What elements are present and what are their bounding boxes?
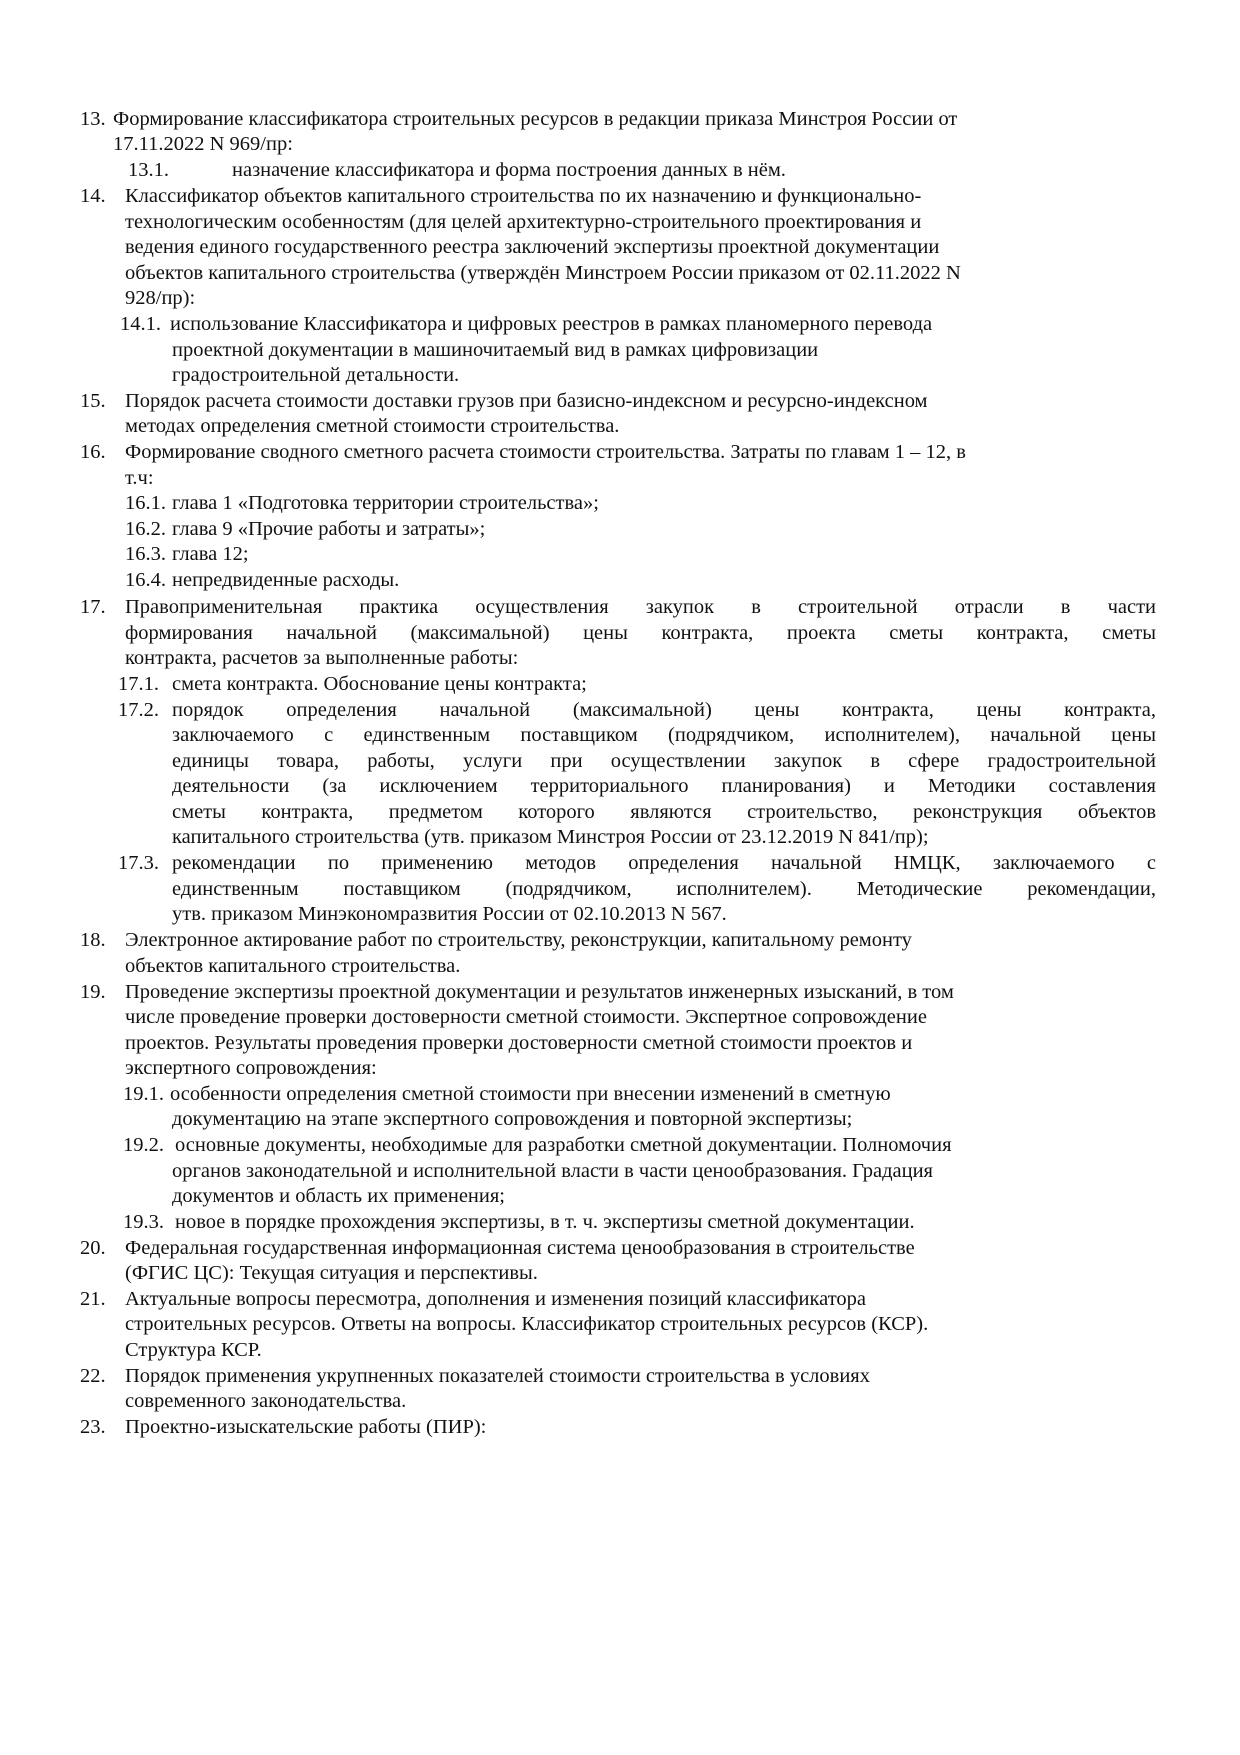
item-text-line: Проектно-изыскательские работы (ПИР):	[125, 1416, 487, 1438]
subitem-text-line: порядок определения начальной (максимальной) цены контракта, цены контракта,	[172, 699, 1156, 721]
item-text-line: 928/пр):	[125, 287, 196, 309]
subitem-text-line: назначение классификатора и форма построения данных в нём.	[232, 159, 786, 181]
subitem-number: 17.2.	[118, 699, 159, 721]
item-text-line: Порядок применения укрупненных показателей стоимости строительства в условиях	[125, 1365, 870, 1387]
item-text-line: Классификатор объектов капитального строительства по их назначению и функционально-	[125, 185, 922, 207]
item-text-line: ведения единого государственного реестра заключений экспертизы проектной документации	[125, 236, 940, 258]
subitem-text-line: особенности определения сметной стоимости при внесении изменений в сметную	[170, 1083, 891, 1105]
subitem-number: 19.1.	[123, 1083, 164, 1105]
subitem-text-line: смета контракта. Обоснование цены контракта;	[172, 673, 587, 695]
item-text-line: строительных ресурсов. Ответы на вопросы. Классификатор строительных ресурсов (КСР).	[125, 1313, 929, 1335]
subitem-text-line: сметы контракта, предметом которого являются строительство, реконструкция объектов	[172, 801, 1156, 823]
item-number: 23.	[80, 1416, 106, 1438]
item-number: 14.	[80, 185, 106, 207]
subitem-number: 16.4.	[125, 569, 166, 591]
item-text-line: объектов капитального строительства (утверждён Минстроем России приказом от 02.11.2022 N	[125, 262, 961, 284]
subitem-number: 14.1.	[120, 313, 161, 335]
subitem-number: 13.1.	[128, 159, 169, 181]
item-number: 22.	[80, 1365, 106, 1387]
subitem-text-line: органов законодательной и исполнительной власти в части ценообразования. Градация	[172, 1160, 933, 1182]
subitem-text-line: проектной документации в машиночитаемый вид в рамках цифровизации	[172, 339, 819, 361]
item-text-line: современного законодательства.	[125, 1390, 407, 1412]
subitem-number: 19.2.	[123, 1134, 164, 1156]
subitem-text-line: использование Классификатора и цифровых реестров в рамках планомерного перевода	[170, 313, 933, 335]
item-text-line: экспертного сопровождения:	[125, 1057, 377, 1079]
item-text-line: технологическим особенностям (для целей архитектурно-строительного проектирования и	[125, 211, 922, 233]
item-text-line: контракта, расчетов за выполненные работы:	[125, 647, 519, 669]
item-text-line: Структура КСР.	[125, 1339, 262, 1361]
item-text-line: (ФГИС ЦС): Текущая ситуация и перспективы.	[125, 1262, 538, 1284]
subitem-text-line: основные документы, необходимые для разработки сметной документации. Полномочия	[175, 1134, 952, 1156]
subitem-number: 16.3.	[125, 543, 166, 565]
item-text-line: Проведение экспертизы проектной документации и результатов инженерных изысканий, в том	[125, 981, 954, 1003]
subitem-text-line: капитального строительства (утв. приказом Минстроя России от 23.12.2019 N 841/пр);	[172, 826, 929, 848]
subitem-text-line: утв. приказом Минэкономразвития России от 02.10.2013 N 567.	[172, 903, 727, 925]
item-text-line: Порядок расчета стоимости доставки грузов при базисно-индексном и ресурсно-индексном	[125, 390, 928, 412]
subitem-text-line: заключаемого с единственным поставщиком (подрядчиком, исполнителем), начальной цены	[172, 724, 1156, 746]
item-text-line: числе проведение проверки достоверности сметной стоимости. Экспертное сопровождение	[125, 1006, 927, 1028]
item-text-line: 17.11.2022 N 969/пр:	[113, 133, 293, 155]
item-number: 15.	[80, 390, 106, 412]
item-text-line: Федеральная государственная информационная система ценообразования в строительстве	[125, 1237, 915, 1259]
subitem-text-line: деятельности (за исключением территориального планирования) и Методики составления	[172, 775, 1156, 797]
subitem-number: 17.3.	[118, 852, 159, 874]
item-text-line: Формирование классификатора строительных ресурсов в редакции приказа Минстроя России от	[113, 108, 958, 130]
item-text-line: т.ч:	[125, 467, 154, 489]
subitem-text-line: новое в порядке прохождения экспертизы, в т. ч. экспертизы сметной документации.	[175, 1211, 915, 1233]
item-number: 21.	[80, 1288, 106, 1310]
subitem-text-line: градостроительной детальности.	[172, 364, 460, 386]
subitem-text-line: непредвиденные расходы.	[172, 569, 400, 591]
item-text-line: Правоприменительная практика осуществления закупок в строительной отрасли в части	[125, 596, 1156, 618]
subitem-text-line: документов и область их применения;	[172, 1185, 505, 1207]
subitem-number: 16.2.	[125, 518, 166, 540]
item-text-line: Актуальные вопросы пересмотра, дополнения и изменения позиций классификатора	[125, 1288, 867, 1310]
item-number: 16.	[80, 441, 106, 463]
item-text-line: объектов капитального строительства.	[125, 955, 461, 977]
subitem-text-line: единственным поставщиком (подрядчиком, исполнителем). Методические рекомендации,	[172, 878, 1156, 900]
subitem-number: 16.1.	[125, 492, 166, 514]
item-text-line: формирования начальной (максимальной) цены контракта, проекта сметы контракта, сметы	[125, 622, 1156, 644]
subitem-text-line: рекомендации по применению методов определения начальной НМЦК, заключаемого с	[172, 852, 1156, 874]
subitem-number: 17.1.	[118, 673, 159, 695]
item-number: 17.	[80, 596, 106, 618]
subitem-text-line: глава 9 «Прочие работы и затраты»;	[172, 518, 486, 540]
item-number: 13.	[80, 108, 106, 130]
item-text-line: методах определения сметной стоимости строительства.	[125, 415, 620, 437]
item-number: 19.	[80, 981, 106, 1003]
subitem-number: 19.3.	[123, 1211, 164, 1233]
item-text-line: Электронное актирование работ по строительству, реконструкции, капитальному ремонту	[125, 929, 912, 951]
subitem-text-line: глава 1 «Подготовка территории строительства»;	[172, 492, 599, 514]
item-text-line: Формирование сводного сметного расчета стоимости строительства. Затраты по главам 1 – 12, в	[125, 441, 966, 463]
item-text-line: проектов. Результаты проведения проверки достоверности сметной стоимости проектов и	[125, 1032, 913, 1054]
subitem-text-line: глава 12;	[172, 543, 249, 565]
item-number: 20.	[80, 1237, 106, 1259]
subitem-text-line: единицы товара, работы, услуги при осуществлении закупок в сфере градостроительной	[172, 750, 1156, 772]
subitem-text-line: документацию на этапе экспертного сопровождения и повторной экспертизы;	[172, 1108, 853, 1130]
item-number: 18.	[80, 929, 106, 951]
